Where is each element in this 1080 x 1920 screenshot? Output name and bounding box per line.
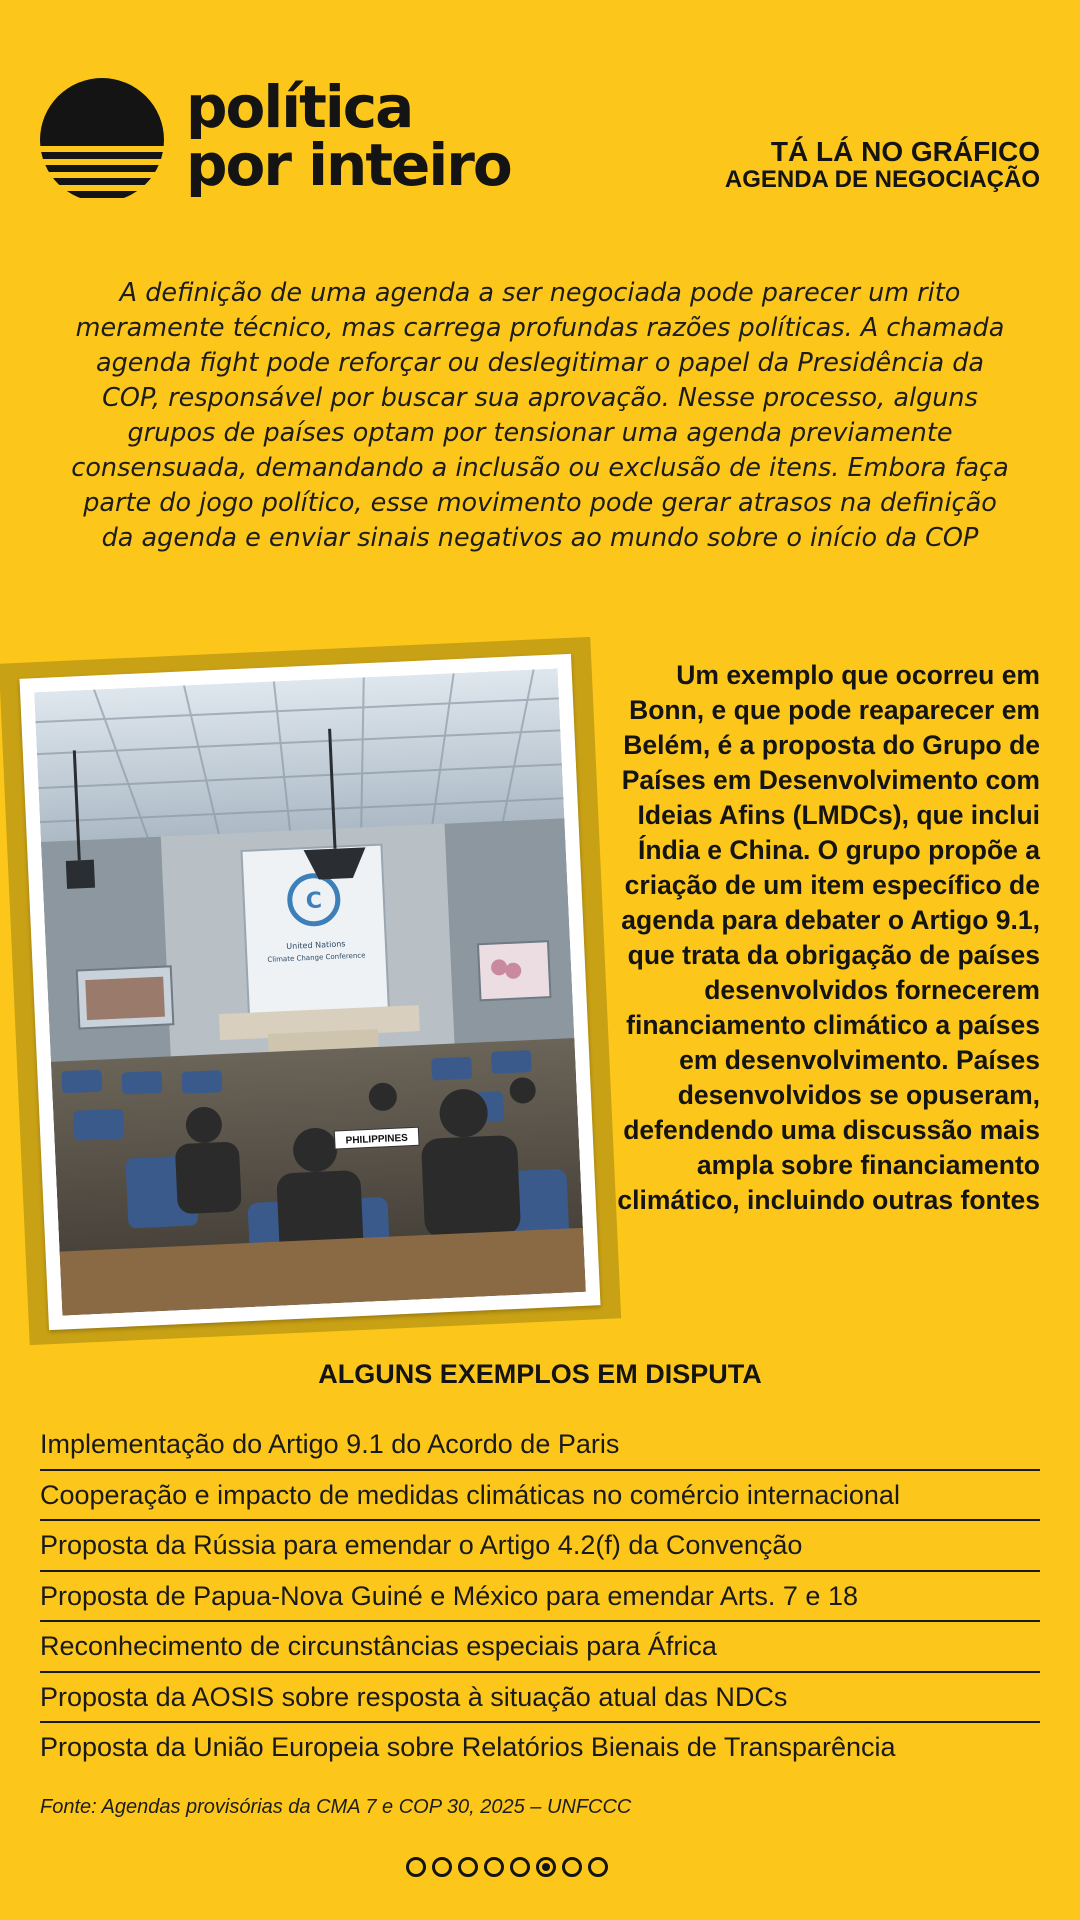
examples-list-item: Proposta da Rússia para emendar o Artigo 4.2(f) da Convenção xyxy=(40,1521,1040,1572)
examples-list-item: Proposta da AOSIS sobre resposta à situação atual das NDCs xyxy=(40,1673,1040,1724)
pagination-dot[interactable] xyxy=(562,1857,582,1877)
pagination-dot[interactable] xyxy=(510,1857,530,1877)
photo-screen-text-1: United Nations xyxy=(286,939,346,952)
examples-title: ALGUNS EXEMPLOS EM DISPUTA xyxy=(318,1359,762,1389)
pagination-dot-active[interactable] xyxy=(536,1857,556,1877)
examples-list xyxy=(40,1420,1040,1772)
examples-list-item: Implementação do Artigo 9.1 do Acordo de Paris xyxy=(40,1420,1040,1471)
carousel-pagination xyxy=(406,1857,608,1877)
kicker-topic: AGENDA DE NEGOCIAÇÃO xyxy=(724,166,1040,193)
pagination-dot[interactable] xyxy=(458,1857,478,1877)
examples-list-item: Reconhecimento de circunstâncias especiais para África xyxy=(40,1622,1040,1673)
kicker-series: TÁ LÁ NO GRÁFICO xyxy=(770,136,1040,167)
side-paragraph: Um exemplo que ocorreu em Bonn, e que pode reaparecer em Belém, é a proposta do Grupo de Países em Desenvolvimento com Ideias Afins (LMDCs), que inclui Índia e China. O grupo propõe a criação de um item específico de agenda para debater o Artigo 9.1, que trata da obrigação de países desenvolvidos fornecerem financiamento climático a países em desenvolvimento. Países desenvolvidos se opuseram, defendendo uma discussão mais ampla sobre financiamento climático, incluindo outras fontes xyxy=(617,660,1040,1215)
intro-paragraph: A definição de uma agenda a ser negociada pode parecer um rito meramente técnico, mas carrega profundas razões políticas. A chamada agenda fight pode reforçar ou deslegitimar o papel da Presidência da COP, responsável por buscar sua aprovação. Nesse processo, alguns grupos de países optam por tensionar uma agenda previamente consensuada, demandando a inclusão ou exclusão de itens. Embora faça parte do jogo político, esse movimento pode gerar atrasos na definição da agenda e enviar sinais negativos ao mundo sobre o início da COP xyxy=(71,278,1009,553)
brand-line-1: política xyxy=(186,73,413,141)
photo-country-placard: PHILIPPINES xyxy=(345,1132,409,1147)
brand-line-2: por inteiro xyxy=(186,131,511,199)
photo-polaroid xyxy=(19,654,600,1330)
source-note: Fonte: Agendas provisórias da CMA 7 e COP 30, 2025 – UNFCCC xyxy=(40,1796,632,1818)
examples-list-item: Cooperação e impacto de medidas climáticas no comércio internacional xyxy=(40,1471,1040,1522)
section-kicker xyxy=(725,137,1040,193)
brand-wordmark xyxy=(186,73,511,199)
photo-screen-text-2: Climate Change Conference xyxy=(267,951,366,964)
svg-text:C: C xyxy=(305,888,323,915)
brand-logo-sun-icon xyxy=(40,78,164,202)
pagination-dot[interactable] xyxy=(588,1857,608,1877)
examples-list-item: Proposta da União Europeia sobre Relatórios Bienais de Transparência xyxy=(40,1732,896,1762)
pagination-dot[interactable] xyxy=(484,1857,504,1877)
pagination-dot[interactable] xyxy=(406,1857,426,1877)
pagination-dot[interactable] xyxy=(432,1857,452,1877)
examples-list-item: Proposta de Papua-Nova Guiné e México para emendar Arts. 7 e 18 xyxy=(40,1572,1040,1623)
conference-photo xyxy=(34,668,586,1315)
